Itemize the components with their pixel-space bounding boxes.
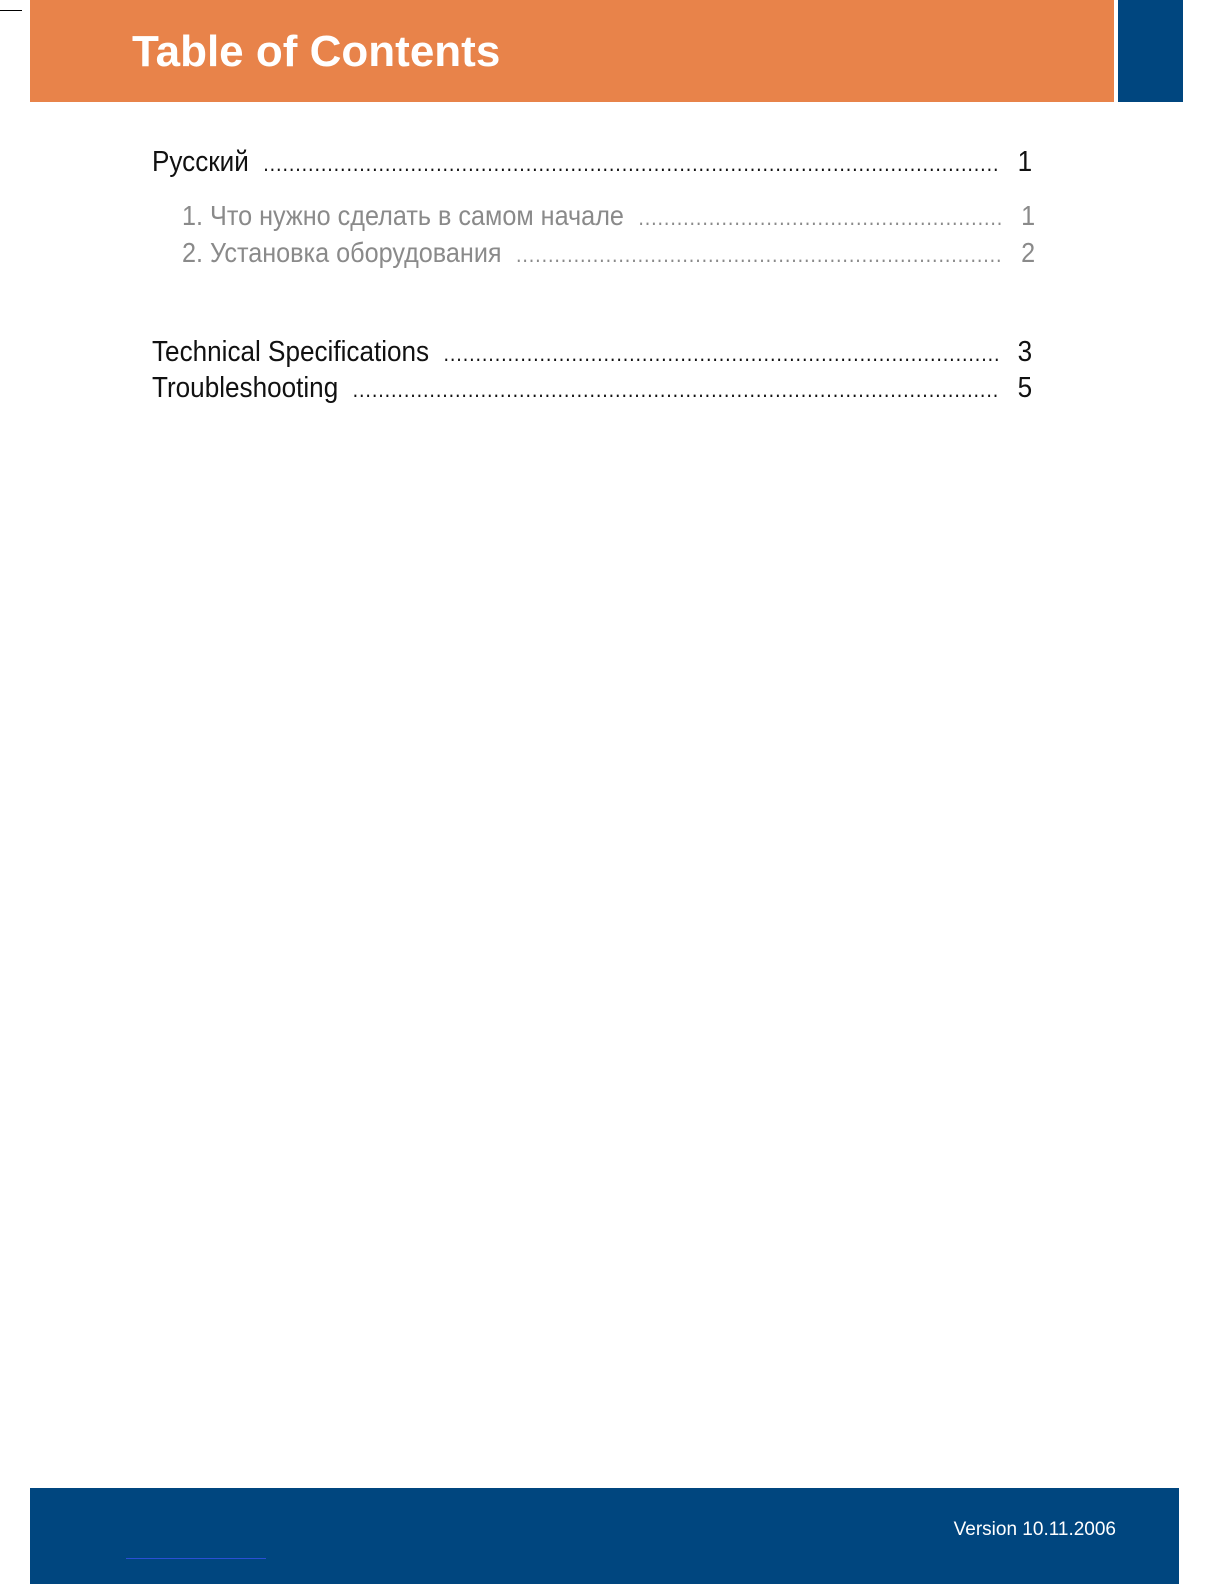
toc-entry-label: Troubleshooting	[152, 372, 339, 404]
toc-entry-hardware-installation[interactable]	[182, 237, 1035, 269]
version-label: Version 10.11.2006	[953, 1519, 1116, 1540]
toc-entry-label: Technical Specifications	[152, 336, 430, 368]
toc-entry-troubleshooting[interactable]	[152, 372, 1032, 405]
toc-entry-page-number: 5	[1017, 372, 1033, 404]
header-accent-block	[1118, 0, 1183, 102]
dot-leader	[353, 377, 998, 403]
dot-leader	[638, 205, 1001, 231]
toc-entry-before-you-start[interactable]	[182, 200, 1035, 232]
toc-entry-page-number: 1	[1017, 146, 1033, 178]
dot-leader	[444, 341, 998, 367]
header-bar	[30, 0, 1114, 102]
dot-leader	[263, 151, 998, 177]
page-title: Table of Contents	[132, 27, 501, 76]
toc-entry-label: 2. Установка оборудования	[182, 237, 502, 268]
toc-entry-page-number: 1	[1021, 200, 1036, 231]
toc-entry-label: 1. Что нужно сделать в самом начале	[182, 200, 624, 231]
link-underline	[126, 1558, 266, 1559]
toc-entry-page-number: 3	[1017, 336, 1033, 368]
crop-mark	[0, 10, 22, 11]
toc-entry-page-number: 2	[1021, 237, 1036, 268]
dot-leader	[516, 242, 1001, 268]
footer-bar	[30, 1488, 1179, 1584]
toc-entry-label: Русский	[152, 146, 249, 178]
toc-entry-technical-specifications[interactable]	[152, 336, 1032, 369]
toc-entry-russian[interactable]	[152, 146, 1032, 179]
